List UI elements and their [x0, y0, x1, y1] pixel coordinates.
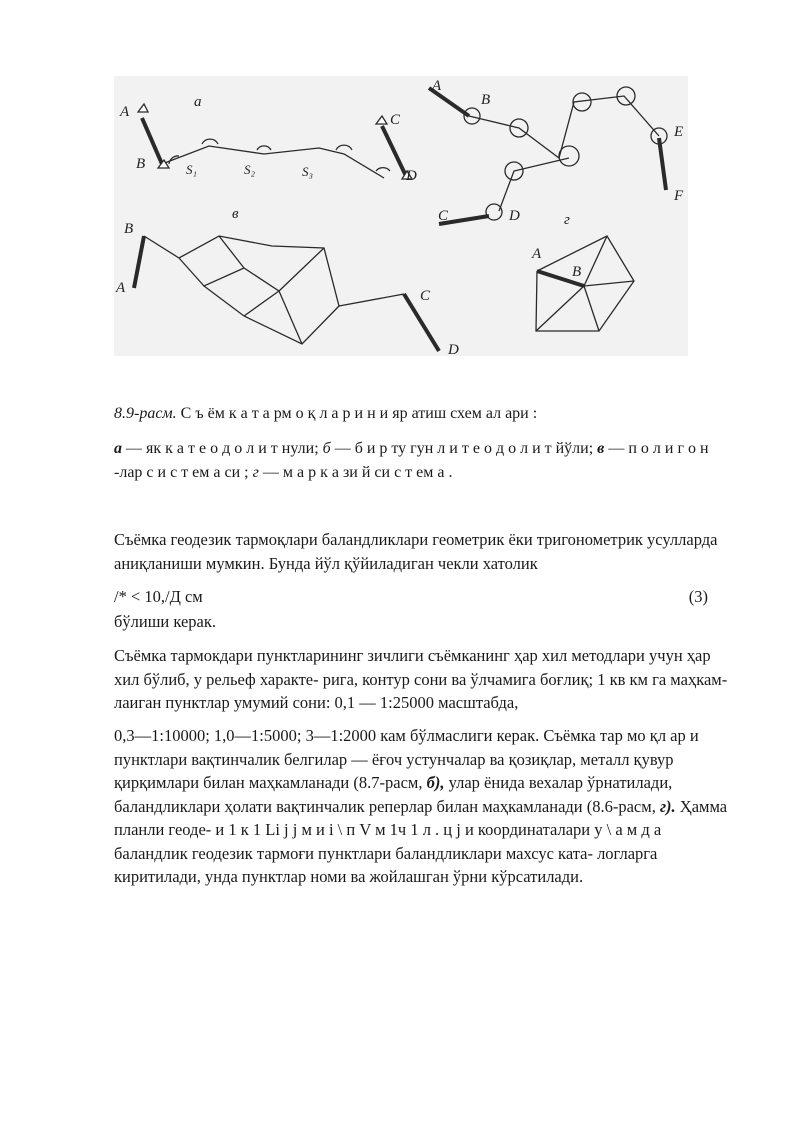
caption-number: 8.9-расм.	[114, 405, 177, 422]
segment-label-s3: S₃	[302, 164, 314, 179]
point-label-f: F	[674, 188, 684, 204]
point-label-c1: C	[390, 112, 401, 128]
point-label-a3: A	[116, 280, 126, 296]
legend-text-a: — як к а т е о д о л и т нули;	[122, 440, 323, 457]
point-label-c2: C	[438, 208, 449, 224]
point-label-a2: A	[432, 78, 442, 94]
figure-legend	[114, 437, 734, 485]
point-label-b3: B	[124, 221, 134, 237]
segment-label-s2: S₂	[244, 162, 256, 177]
point-label-b2: B	[481, 92, 491, 108]
formula-number: (3)	[688, 587, 708, 606]
point-label-a4: A	[532, 246, 542, 262]
paragraph-3: Съёмка тармокдари пунктларининг зичлиги съёмканинг ҳар хил методлари учун ҳар хил бўлиб, у рельеф характе- рига, контур сони ва ўлчамига боғлиқ; 1 кв км га маҳкам- лаиган пунктлар умумий сони: 0,1 — 1:25000 масштабда,	[114, 646, 728, 712]
survey-network-figure	[114, 76, 688, 356]
network-schemes-drawing	[114, 76, 688, 356]
ref-b: б),	[426, 773, 445, 792]
paragraph-1: Съёмка геодезик тармоқлари баландликлари геометрик ёки тригонометрик усулларда аниқланиши мумкин. Бунда йўл қўйиладиган чекли хатолик	[114, 530, 718, 573]
point-label-e: E	[674, 124, 684, 140]
point-label-b1: B	[136, 156, 146, 172]
segment-label-s1: S₁	[186, 162, 198, 177]
paragraph-4	[114, 724, 734, 889]
legend-text-g: — м а р к а зи й си с т ем а .	[258, 464, 453, 481]
point-label-d1: D	[406, 168, 417, 184]
paragraph-2: бўлиши керак.	[114, 612, 217, 631]
paragraph-4-part-e: Ҳамма планли геоде- и 1 к 1 Li j j м и i \ п V м 1ч 1 л . ц j и координаталари у \ а м д а баландлик геодезик тармоғи пунктлари баландликлари махсус ката- логларга киритилади, унда пунктлар номи ва жойлашган ўрни кўрсатилади.	[114, 796, 728, 886]
point-label-d3: D	[448, 342, 459, 356]
legend-text-v: — п о л и г о н -лар с и с т ем а си ;	[114, 440, 709, 481]
paragraph-4-part-a: 0,3—1:10000; 1,0—1:5000; 3—1:2000 кам бўлмаслиги керак. Съёмка тар мо қл ар и пунктлари вақтинчалик белгилар — ёғоч устунчалар ва қозиқлар, металл қувур қирқимлари билан маҳкамланади (8.7-расм,	[114, 726, 699, 792]
scheme-label-g: г	[564, 212, 570, 228]
point-label-a1: A	[120, 104, 130, 120]
legend-key-v: в	[597, 440, 605, 457]
caption-text: С ъ ём к а т а рм о қ л а р и н и яр атиш схем ал ари :	[176, 405, 538, 422]
formula-row	[114, 587, 708, 607]
figure-caption	[114, 403, 704, 425]
scheme-label-a: а	[194, 94, 202, 110]
point-label-d2: D	[509, 208, 520, 224]
formula: /* < 10,/Д см	[114, 587, 203, 606]
legend-key-g: г	[252, 464, 259, 481]
legend-text-b: — б и р ту гун л и т е о д о л и т йўли;	[330, 440, 598, 457]
ref-g: г).	[659, 796, 676, 816]
paragraph-4-part-c: улар ёнида вехалар ўрнатилади, баландликлари ҳолати вақтинчалик реперлар билан маҳкамланади (8.6-расм,	[114, 773, 673, 816]
point-label-c3: C	[420, 288, 431, 304]
point-label-b4: B	[572, 264, 582, 280]
scheme-label-v: в	[232, 206, 239, 222]
legend-key-a: а	[114, 440, 122, 457]
legend-key-b: б	[322, 440, 331, 457]
